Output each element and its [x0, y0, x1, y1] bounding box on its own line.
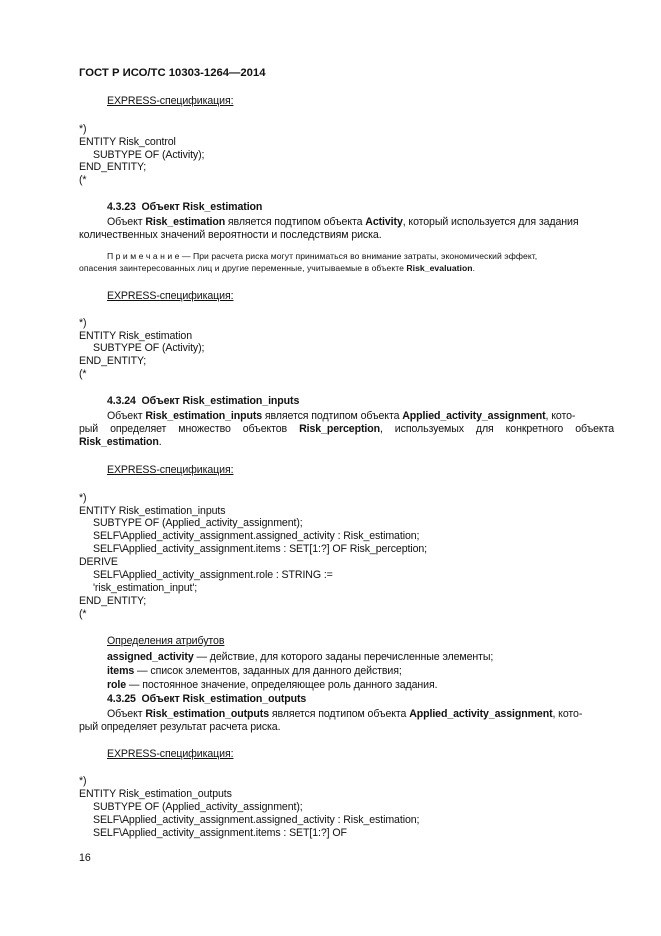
- paragraph-line: рый определяет результат расчета риска.: [79, 721, 281, 733]
- code-line: END_ENTITY;: [79, 161, 147, 173]
- code-line: SUBTYPE OF (Applied_activity_assignment);: [93, 801, 303, 813]
- code-line: ENTITY Risk_control: [79, 136, 176, 148]
- code-line: END_ENTITY;: [79, 355, 147, 367]
- express-label: EXPRESS-спецификация:: [107, 464, 234, 476]
- note-line: опасения заинтересованных лиц и другие переменные, учитываемые в объекте Risk_evaluation.: [79, 263, 476, 273]
- paragraph-line: Объект Risk_estimation является подтипом объекта Activity, который используется для задания: [107, 216, 579, 228]
- code-line: SUBTYPE OF (Activity);: [93, 342, 205, 354]
- code-line: (*: [79, 608, 87, 620]
- code-line: END_ENTITY;: [79, 595, 147, 607]
- paragraph-line: количественных значений вероятности и последствиям риска.: [79, 229, 382, 241]
- note-line: П р и м е ч а н и е — При расчета риска могут приниматься во внимание затраты, экономический эффект,: [107, 251, 538, 261]
- code-line: SELF\Applied_activity_assignment.assigned_activity : Risk_estimation;: [93, 530, 420, 542]
- code-line: SUBTYPE OF (Applied_activity_assignment);: [93, 517, 303, 529]
- express-label: EXPRESS-спецификация:: [107, 748, 234, 760]
- code-line: SELF\Applied_activity_assignment.role : STRING :=: [93, 569, 333, 581]
- code-line: SUBTYPE OF (Activity);: [93, 149, 205, 161]
- code-line: *): [79, 317, 87, 329]
- code-line: (*: [79, 174, 87, 186]
- code-line: SELF\Applied_activity_assignment.items : SET[1:?] OF: [93, 827, 347, 839]
- code-line: *): [79, 775, 87, 787]
- code-line: ENTITY Risk_estimation_outputs: [79, 788, 232, 800]
- code-line: SELF\Applied_activity_assignment.assigned_activity : Risk_estimation;: [93, 814, 420, 826]
- attribute-definition: assigned_activity — действие, для которого заданы перечисленные элементы;: [107, 651, 494, 663]
- section-heading: 4.3.25 Объект Risk_estimation_outputs: [107, 693, 307, 705]
- document-header: ГОСТ Р ИСО/ТС 10303-1264—2014: [79, 67, 266, 79]
- code-line: *): [79, 492, 87, 504]
- paragraph-line: Объект Risk_estimation_outputs является подтипом объекта Applied_activity_assignment, кото-: [107, 708, 583, 720]
- section-heading: 4.3.23 Объект Risk_estimation: [107, 201, 263, 213]
- express-label: EXPRESS-спецификация:: [107, 95, 234, 107]
- express-label: EXPRESS-спецификация:: [107, 290, 234, 302]
- paragraph-line: Объект Risk_estimation_inputs является подтипом объекта Applied_activity_assignment, кото-: [107, 410, 576, 422]
- attribute-definition: role — постоянное значение, определяющее роль данного задания.: [107, 679, 438, 691]
- code-line: 'risk_estimation_input';: [93, 582, 198, 594]
- code-line: DERIVE: [79, 556, 118, 568]
- paragraph-line: Risk_estimation.: [79, 436, 162, 448]
- code-line: *): [79, 123, 87, 135]
- code-line: SELF\Applied_activity_assignment.items : SET[1:?] OF Risk_perception;: [93, 543, 428, 555]
- attributes-title: Определения атрибутов: [107, 635, 225, 647]
- page-number: 16: [79, 852, 91, 864]
- code-line: ENTITY Risk_estimation_inputs: [79, 505, 226, 517]
- code-line: (*: [79, 368, 87, 380]
- attribute-definition: items — список элементов, заданных для данного действия;: [107, 665, 402, 677]
- section-heading: 4.3.24 Объект Risk_estimation_inputs: [107, 395, 300, 407]
- paragraph-line: рый определяет множество объектов Risk_perception, используемых для конкретного объекта: [79, 423, 614, 435]
- code-line: ENTITY Risk_estimation: [79, 330, 192, 342]
